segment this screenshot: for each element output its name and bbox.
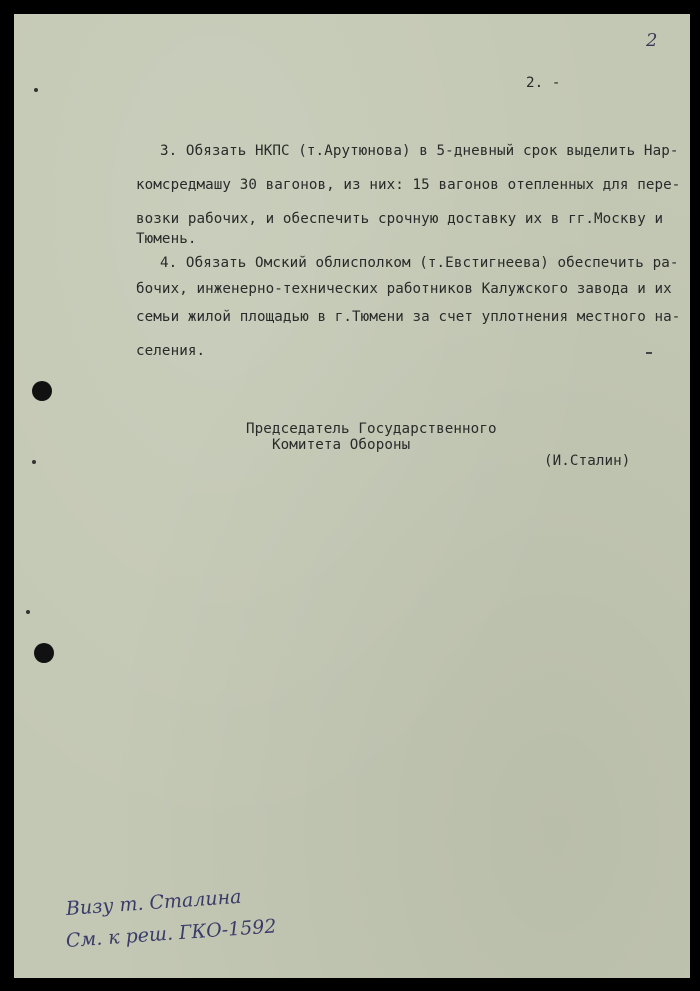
paragraph-4-line-1: 4. Обязать Омский облисполком (т.Евстигнеева) обеспечить ра- [160, 255, 679, 271]
binding-mark [32, 460, 36, 464]
document-page [14, 14, 690, 978]
page-number: 2. - [526, 75, 561, 91]
signature-title-line-1: Председатель Государственного [246, 421, 497, 437]
binding-mark [26, 610, 30, 614]
paragraph-4-line-3: семьи жилой площадью в г.Тюмени за счет уплотнения местного на- [136, 309, 681, 325]
punch-hole-bottom [34, 643, 54, 663]
signature-title-line-2: Комитета Обороны [272, 437, 411, 453]
paragraph-3-line-3: возки рабочих, и обеспечить срочную доставку их в гг.Москву и [136, 211, 664, 227]
archive-sheet-number: 2 [646, 30, 658, 51]
signatory-name: (И.Сталин) [544, 453, 631, 469]
paragraph-3-line-1: 3. Обязать НКПС (т.Арутюнова) в 5-дневный срок выделить Нар- [160, 143, 679, 159]
paragraph-3-line-4: Тюмень. [136, 231, 197, 247]
paragraph-4-line-4: селения. [136, 343, 206, 359]
punch-hole-top [32, 381, 52, 401]
binding-mark [34, 88, 38, 92]
stray-mark [646, 352, 652, 354]
paragraph-4-line-2: бочих, инженерно-технических работников Калужского завода и их [136, 281, 672, 297]
handwritten-note-line-2: См. к реш. ГКО-1592 [65, 915, 278, 952]
handwritten-note-line-1: Визу т. Сталина [65, 885, 243, 920]
paragraph-3-line-2: комсредмашу 30 вагонов, из них: 15 вагонов отепленных для пере- [136, 177, 681, 193]
